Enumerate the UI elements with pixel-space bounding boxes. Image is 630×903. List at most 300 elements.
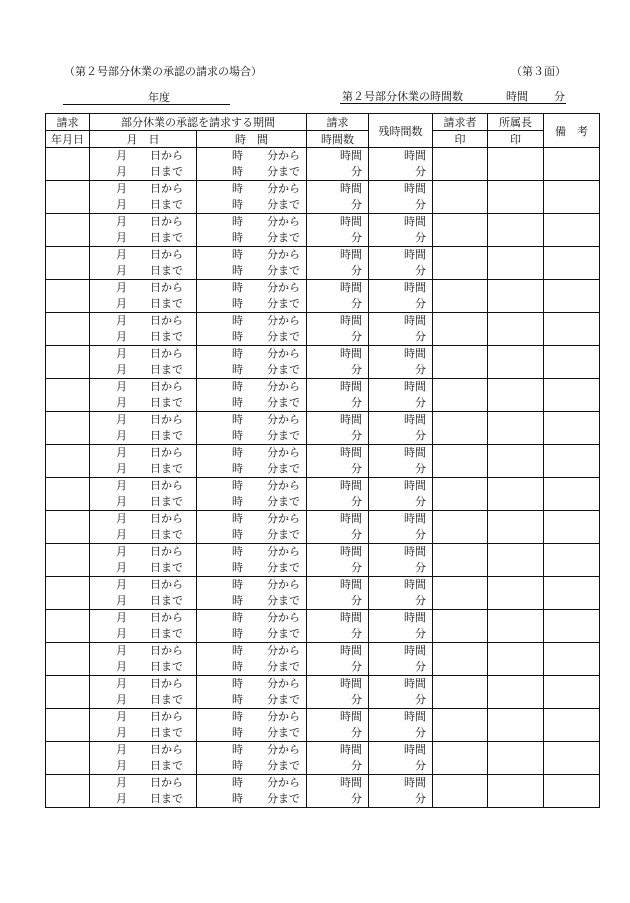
to-time-cell[interactable] [197,659,307,676]
from-date-cell[interactable] [90,148,197,165]
to-time-cell[interactable] [197,560,307,577]
leave-row-from [46,412,600,429]
from-date-cell[interactable] [90,544,197,561]
remarks-cell[interactable] [544,313,600,346]
from-min-label: 分から [267,743,300,756]
from-min-label: 分から [267,281,300,294]
total-hours-unit: 時間 [506,90,528,103]
from-time-cell[interactable] [197,313,307,330]
to-date-cell[interactable] [90,362,197,379]
month-label: 月 [116,479,127,492]
remarks-cell[interactable] [544,247,600,280]
remaining-hours-cell[interactable]: 時間 [369,742,433,759]
manager-seal-cell[interactable] [488,148,544,181]
from-date-cell[interactable] [90,181,197,198]
to-date-cell[interactable] [90,494,197,511]
from-time-cell[interactable] [197,709,307,726]
remaining-hours-cell[interactable]: 時間 [369,775,433,792]
leave-row-from [46,148,600,165]
to-time-cell[interactable] [197,527,307,544]
manager-seal-cell[interactable] [488,313,544,346]
to-time-cell[interactable] [197,626,307,643]
to-time-cell[interactable] [197,362,307,379]
request-hours-cell[interactable]: 時間 [307,280,369,297]
remaining-minutes-cell[interactable]: 分 [369,263,433,280]
to-time-cell[interactable] [197,164,307,181]
from-date-cell[interactable] [90,610,197,627]
manager-seal-cell[interactable] [488,676,544,709]
remaining-minutes-cell[interactable]: 分 [369,758,433,775]
from-time-cell[interactable] [197,412,307,429]
remarks-cell[interactable] [544,676,600,709]
request-date-cell[interactable] [46,709,90,742]
request-date-cell[interactable] [46,544,90,577]
requester-seal-cell[interactable] [433,610,488,643]
to-date-cell[interactable] [90,560,197,577]
remarks-cell[interactable] [544,709,600,742]
remaining-minutes-cell[interactable]: 分 [369,197,433,214]
request-hours-cell[interactable]: 時間 [307,544,369,561]
request-minutes-cell[interactable]: 分 [307,494,369,511]
to-date-cell[interactable] [90,461,197,478]
leave-row-from [46,445,600,462]
request-date-cell[interactable] [46,610,90,643]
from-min-label: 分から [267,380,300,393]
to-time-cell[interactable] [197,494,307,511]
month-label: 月 [116,231,127,244]
requester-seal-cell[interactable] [433,148,488,181]
request-hours-cell[interactable]: 時間 [307,181,369,198]
hour-label: 時 [232,314,243,327]
to-min-label: 分まで [267,528,300,541]
remaining-hours-cell[interactable]: 時間 [369,181,433,198]
remaining-minutes-cell[interactable]: 分 [369,428,433,445]
remaining-minutes-cell[interactable]: 分 [369,725,433,742]
to-min-label: 分まで [267,330,300,343]
to-min-label: 分まで [267,693,300,706]
request-hours-cell[interactable]: 時間 [307,412,369,429]
leave-row-from [46,709,600,726]
requester-seal-cell[interactable] [433,412,488,445]
remaining-minutes-cell[interactable]: 分 [369,164,433,181]
to-time-cell[interactable] [197,230,307,247]
hour-label: 時 [232,644,243,657]
to-date-cell[interactable] [90,692,197,709]
leave-row-from [46,346,600,363]
request-hours-cell[interactable]: 時間 [307,379,369,396]
manager-seal-cell[interactable] [488,214,544,247]
remaining-minutes-cell[interactable]: 分 [369,626,433,643]
request-date-cell[interactable] [46,148,90,181]
manager-seal-cell[interactable] [488,412,544,445]
from-time-cell[interactable] [197,280,307,297]
request-hours-cell[interactable]: 時間 [307,610,369,627]
from-date-cell[interactable] [90,775,197,792]
remarks-cell[interactable] [544,643,600,676]
requester-seal-cell[interactable] [433,775,488,808]
fiscal-year-field[interactable] [63,92,230,105]
request-date-cell[interactable] [46,577,90,610]
manager-seal-cell[interactable] [488,577,544,610]
remaining-hours-cell[interactable]: 時間 [369,148,433,165]
remarks-cell[interactable] [544,478,600,511]
request-minutes-cell[interactable]: 分 [307,560,369,577]
to-time-cell[interactable] [197,428,307,445]
from-date-cell[interactable] [90,511,197,528]
request-date-cell[interactable] [46,379,90,412]
to-date-cell[interactable] [90,296,197,313]
from-date-cell[interactable] [90,247,197,264]
month-label: 月 [116,545,127,558]
requester-seal-cell[interactable] [433,511,488,544]
remarks-cell[interactable] [544,742,600,775]
header-request-hours-2: 時間数 [307,131,369,148]
to-date-cell[interactable] [90,428,197,445]
from-time-cell[interactable] [197,181,307,198]
remaining-hours-cell[interactable]: 時間 [369,280,433,297]
request-date-cell[interactable] [46,313,90,346]
to-day-label: 日まで [150,231,183,244]
request-minutes-cell[interactable]: 分 [307,725,369,742]
request-minutes-cell[interactable]: 分 [307,230,369,247]
request-date-cell[interactable] [46,181,90,214]
from-time-cell[interactable] [197,148,307,165]
remaining-minutes-cell[interactable]: 分 [369,593,433,610]
requester-seal-cell[interactable] [433,214,488,247]
from-time-cell[interactable] [197,676,307,693]
from-date-cell[interactable] [90,478,197,495]
from-date-cell[interactable] [90,280,197,297]
remaining-minutes-cell[interactable]: 分 [369,527,433,544]
request-minutes-cell[interactable]: 分 [307,329,369,346]
to-min-label: 分まで [267,198,300,211]
from-time-cell[interactable] [197,214,307,231]
requester-seal-cell[interactable] [433,379,488,412]
request-hours-cell[interactable]: 時間 [307,148,369,165]
from-day-label: 日から [150,644,183,657]
requester-seal-cell[interactable] [433,280,488,313]
hour-label: 時 [232,281,243,294]
to-date-cell[interactable] [90,230,197,247]
request-hours-cell[interactable]: 時間 [307,709,369,726]
header-manager-1: 所属長 [488,114,544,131]
hour-label: 時 [232,182,243,195]
from-date-cell[interactable] [90,643,197,660]
manager-seal-cell[interactable] [488,280,544,313]
from-day-label: 日から [150,776,183,789]
from-min-label: 分から [267,545,300,558]
hour-label: 時 [232,446,243,459]
request-minutes-cell[interactable]: 分 [307,362,369,379]
requester-seal-cell[interactable] [433,676,488,709]
manager-seal-cell[interactable] [488,379,544,412]
from-time-cell[interactable] [197,478,307,495]
from-date-cell[interactable] [90,709,197,726]
manager-seal-cell[interactable] [488,544,544,577]
requester-seal-cell[interactable] [433,544,488,577]
to-date-cell[interactable] [90,527,197,544]
to-date-cell[interactable] [90,395,197,412]
to-time-cell[interactable] [197,593,307,610]
remaining-hours-cell[interactable]: 時間 [369,709,433,726]
remaining-minutes-cell[interactable]: 分 [369,791,433,808]
remaining-minutes-cell[interactable]: 分 [369,461,433,478]
request-minutes-cell[interactable]: 分 [307,791,369,808]
requester-seal-cell[interactable] [433,181,488,214]
to-time-cell[interactable] [197,296,307,313]
remaining-hours-cell[interactable]: 時間 [369,643,433,660]
request-date-cell[interactable] [46,412,90,445]
manager-seal-cell[interactable] [488,346,544,379]
to-time-cell[interactable] [197,725,307,742]
request-hours-cell[interactable]: 時間 [307,313,369,330]
remaining-hours-cell[interactable]: 時間 [369,445,433,462]
request-minutes-cell[interactable]: 分 [307,692,369,709]
remarks-cell[interactable] [544,775,600,808]
request-hours-cell[interactable]: 時間 [307,577,369,594]
remaining-hours-cell[interactable]: 時間 [369,478,433,495]
request-minutes-cell[interactable]: 分 [307,659,369,676]
from-date-cell[interactable] [90,379,197,396]
from-date-cell[interactable] [90,676,197,693]
remaining-hours-cell[interactable]: 時間 [369,610,433,627]
request-minutes-cell[interactable]: 分 [307,263,369,280]
request-minutes-cell[interactable]: 分 [307,626,369,643]
from-day-label: 日から [150,611,183,624]
hour-label: 時 [232,149,243,162]
request-minutes-cell[interactable]: 分 [307,164,369,181]
remaining-hours-cell[interactable]: 時間 [369,214,433,231]
from-min-label: 分から [267,776,300,789]
to-date-cell[interactable] [90,725,197,742]
manager-seal-cell[interactable] [488,610,544,643]
from-date-cell[interactable] [90,214,197,231]
to-date-cell[interactable] [90,329,197,346]
hour-label: 時 [232,660,243,673]
hour-label: 時 [232,264,243,277]
requester-seal-cell[interactable] [433,709,488,742]
to-date-cell[interactable] [90,164,197,181]
to-time-cell[interactable] [197,329,307,346]
header-request-date: 年月日 [46,131,90,148]
to-time-cell[interactable] [197,263,307,280]
remarks-cell[interactable] [544,379,600,412]
manager-seal-cell[interactable] [488,247,544,280]
request-minutes-cell[interactable]: 分 [307,296,369,313]
to-day-label: 日まで [150,429,183,442]
from-time-cell[interactable] [197,247,307,264]
to-date-cell[interactable] [90,263,197,280]
from-date-cell[interactable] [90,445,197,462]
to-time-cell[interactable] [197,395,307,412]
remaining-hours-cell[interactable]: 時間 [369,412,433,429]
from-date-cell[interactable] [90,313,197,330]
manager-seal-cell[interactable] [488,775,544,808]
to-time-cell[interactable] [197,197,307,214]
from-time-cell[interactable] [197,379,307,396]
month-label: 月 [116,149,127,162]
from-time-cell[interactable] [197,643,307,660]
to-day-label: 日まで [150,528,183,541]
total-hours-field[interactable] [340,90,566,104]
remaining-minutes-cell[interactable]: 分 [369,494,433,511]
remaining-minutes-cell[interactable]: 分 [369,560,433,577]
to-min-label: 分まで [267,495,300,508]
from-time-cell[interactable] [197,445,307,462]
request-hours-cell[interactable]: 時間 [307,643,369,660]
requester-seal-cell[interactable] [433,247,488,280]
manager-seal-cell[interactable] [488,742,544,775]
request-hours-cell[interactable]: 時間 [307,214,369,231]
requester-seal-cell[interactable] [433,445,488,478]
from-date-cell[interactable] [90,412,197,429]
month-label: 月 [116,297,127,310]
remaining-hours-cell[interactable]: 時間 [369,544,433,561]
requester-seal-cell[interactable] [433,313,488,346]
header-requester-seal: 印 [433,131,488,148]
request-minutes-cell[interactable]: 分 [307,593,369,610]
request-minutes-cell[interactable]: 分 [307,758,369,775]
remarks-cell[interactable] [544,148,600,181]
remarks-cell[interactable] [544,181,600,214]
from-day-label: 日から [150,215,183,228]
request-minutes-cell[interactable]: 分 [307,461,369,478]
hour-label: 時 [232,512,243,525]
month-label: 月 [116,644,127,657]
from-date-cell[interactable] [90,742,197,759]
request-date-cell[interactable] [46,280,90,313]
remarks-cell[interactable] [544,280,600,313]
requester-seal-cell[interactable] [433,478,488,511]
leave-row-from [46,181,600,198]
requester-seal-cell[interactable] [433,346,488,379]
to-date-cell[interactable] [90,659,197,676]
request-hours-cell[interactable]: 時間 [307,775,369,792]
request-date-cell[interactable] [46,643,90,676]
remarks-cell[interactable] [544,214,600,247]
to-day-label: 日まで [150,363,183,376]
manager-seal-cell[interactable] [488,511,544,544]
requester-seal-cell[interactable] [433,742,488,775]
remarks-cell[interactable] [544,511,600,544]
to-time-cell[interactable] [197,791,307,808]
month-label: 月 [116,380,127,393]
remarks-cell[interactable] [544,346,600,379]
leave-row-from [46,511,600,528]
remaining-minutes-cell[interactable]: 分 [369,296,433,313]
request-date-cell[interactable] [46,775,90,808]
leave-row-from [46,676,600,693]
request-date-cell[interactable] [46,478,90,511]
manager-seal-cell[interactable] [488,643,544,676]
remaining-minutes-cell[interactable]: 分 [369,230,433,247]
to-time-cell[interactable] [197,461,307,478]
remaining-minutes-cell[interactable]: 分 [369,362,433,379]
manager-seal-cell[interactable] [488,478,544,511]
request-date-cell[interactable] [46,214,90,247]
request-minutes-cell[interactable]: 分 [307,428,369,445]
to-time-cell[interactable] [197,758,307,775]
month-label: 月 [116,759,127,772]
remaining-minutes-cell[interactable]: 分 [369,329,433,346]
remarks-cell[interactable] [544,544,600,577]
manager-seal-cell[interactable] [488,445,544,478]
request-date-cell[interactable] [46,676,90,709]
to-date-cell[interactable] [90,758,197,775]
hour-label: 時 [232,578,243,591]
request-hours-cell[interactable]: 時間 [307,445,369,462]
remaining-hours-cell[interactable]: 時間 [369,346,433,363]
from-day-label: 日から [150,479,183,492]
from-time-cell[interactable] [197,544,307,561]
request-hours-cell[interactable]: 時間 [307,511,369,528]
remaining-hours-cell[interactable]: 時間 [369,676,433,693]
to-date-cell[interactable] [90,197,197,214]
request-date-cell[interactable] [46,445,90,478]
from-time-cell[interactable] [197,610,307,627]
to-date-cell[interactable] [90,791,197,808]
from-date-cell[interactable] [90,346,197,363]
remaining-minutes-cell[interactable]: 分 [369,659,433,676]
requester-seal-cell[interactable] [433,577,488,610]
request-date-cell[interactable] [46,742,90,775]
hour-label: 時 [232,611,243,624]
to-time-cell[interactable] [197,692,307,709]
to-day-label: 日まで [150,792,183,805]
remaining-hours-cell[interactable]: 時間 [369,577,433,594]
leave-row-from [46,214,600,231]
to-day-label: 日まで [150,165,183,178]
header-time: 時 間 [197,131,307,148]
requester-seal-cell[interactable] [433,643,488,676]
request-hours-cell[interactable]: 時間 [307,247,369,264]
remarks-cell[interactable] [544,610,600,643]
from-date-cell[interactable] [90,577,197,594]
remarks-cell[interactable] [544,412,600,445]
request-date-cell[interactable] [46,346,90,379]
remaining-hours-cell[interactable]: 時間 [369,247,433,264]
from-time-cell[interactable] [197,775,307,792]
manager-seal-cell[interactable] [488,709,544,742]
remarks-cell[interactable] [544,577,600,610]
from-time-cell[interactable] [197,742,307,759]
remaining-minutes-cell[interactable]: 分 [369,395,433,412]
request-date-cell[interactable] [46,511,90,544]
month-label: 月 [116,413,127,426]
request-minutes-cell[interactable]: 分 [307,527,369,544]
request-hours-cell[interactable]: 時間 [307,478,369,495]
request-minutes-cell[interactable]: 分 [307,197,369,214]
request-hours-cell[interactable]: 時間 [307,346,369,363]
remaining-hours-cell[interactable]: 時間 [369,379,433,396]
hour-label: 時 [232,363,243,376]
request-date-cell[interactable] [46,247,90,280]
hour-label: 時 [232,545,243,558]
from-time-cell[interactable] [197,577,307,594]
request-hours-cell[interactable]: 時間 [307,676,369,693]
from-time-cell[interactable] [197,511,307,528]
to-date-cell[interactable] [90,626,197,643]
remaining-hours-cell[interactable]: 時間 [369,511,433,528]
to-date-cell[interactable] [90,593,197,610]
request-minutes-cell[interactable]: 分 [307,395,369,412]
request-hours-cell[interactable]: 時間 [307,742,369,759]
from-time-cell[interactable] [197,346,307,363]
remarks-cell[interactable] [544,445,600,478]
manager-seal-cell[interactable] [488,181,544,214]
remaining-hours-cell[interactable]: 時間 [369,313,433,330]
remaining-minutes-cell[interactable]: 分 [369,692,433,709]
